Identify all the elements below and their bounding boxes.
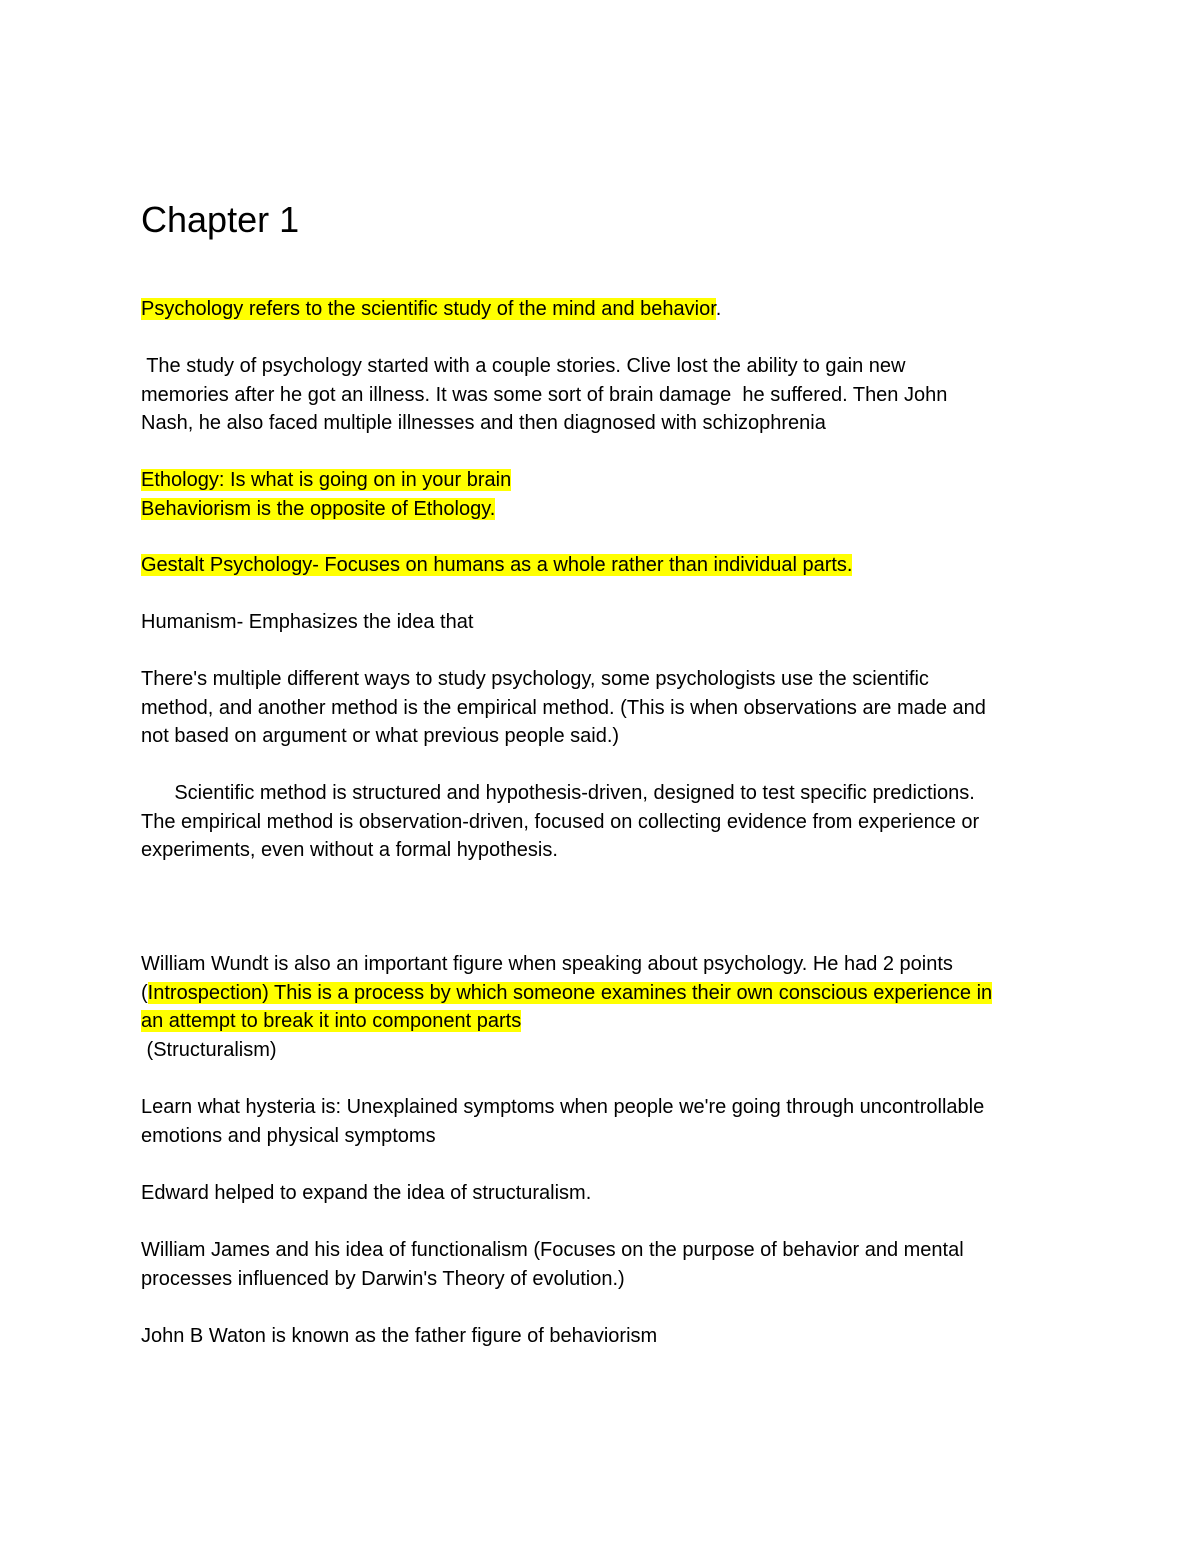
definition-tail: . [715, 298, 722, 320]
text-line: Humanism- Emphasizes the idea that [141, 611, 474, 633]
text-line: emotions and physical symptoms [141, 1124, 436, 1147]
text-line: processes influenced by Darwin's Theory of evolution.) [141, 1267, 625, 1290]
gestalt-paragraph [141, 551, 1071, 580]
text-line: William James and his idea of functionalism (Focuses on the purpose of behavior and mental [141, 1239, 964, 1261]
wundt-paragraph [141, 950, 1071, 1064]
text-line: Nash, he also faced multiple illnesses and then diagnosed with schizophrenia [141, 412, 826, 434]
humanism-paragraph [141, 608, 1071, 637]
text-line: method, and another method is the empirical method. (This is when observations are made and [141, 696, 986, 719]
text-line: Learn what hysteria is: Unexplained symptoms when people we're going through uncontrollable [141, 1096, 985, 1118]
introspection-definition-cont: an attempt to break it into component parts [141, 1010, 522, 1032]
text-line: The study of psychology started with a couple stories. Clive lost the ability to gain new [141, 355, 906, 377]
introspection-definition: Introspection) This is a process by which someone examines their own conscious experience in [147, 981, 993, 1004]
watson-paragraph [141, 1322, 1071, 1351]
methods-paragraph [141, 665, 1071, 751]
text-line: memories after he got an illness. It was some sort of brain damage he suffered. Then John [141, 383, 948, 406]
text-line: experiments, even without a formal hypothesis. [141, 839, 558, 861]
highlighted-definition: Psychology refers to the scientific study of the mind and behavior [141, 298, 716, 320]
stories-paragraph [141, 352, 1071, 438]
text-line: Edward helped to expand the idea of structuralism. [141, 1182, 592, 1204]
ethology-definition: Ethology: Is what is going on in your brain [141, 469, 512, 491]
james-paragraph [141, 1236, 1071, 1293]
text-line: The empirical method is observation-driven, focused on collecting evidence from experience or [141, 810, 980, 833]
comparison-paragraph [141, 779, 1071, 865]
text-line: John B Waton is known as the father figure of behaviorism [141, 1325, 658, 1347]
ethology-paragraph [141, 466, 1071, 523]
edward-paragraph [141, 1179, 1071, 1208]
text-line: not based on argument or what previous people said.) [141, 725, 620, 747]
text-prefix: ( [141, 981, 148, 1004]
definition-paragraph [141, 295, 1071, 324]
text-line: (Structuralism) [141, 1038, 277, 1061]
text-line: William Wundt is also an important figure when speaking about psychology. He had 2 points [141, 953, 953, 975]
hysteria-paragraph [141, 1093, 1071, 1150]
text-line: There's multiple different ways to study psychology, some psychologists use the scientific [141, 668, 929, 690]
gestalt-definition: Gestalt Psychology- Focuses on humans as a whole rather than individual parts. [141, 554, 853, 576]
text-line: Scientific method is structured and hypothesis-driven, designed to test specific predictions. [141, 782, 975, 804]
behaviorism-definition: Behaviorism is the opposite of Ethology. [141, 497, 496, 520]
page-title: Chapter 1 [141, 199, 300, 240]
